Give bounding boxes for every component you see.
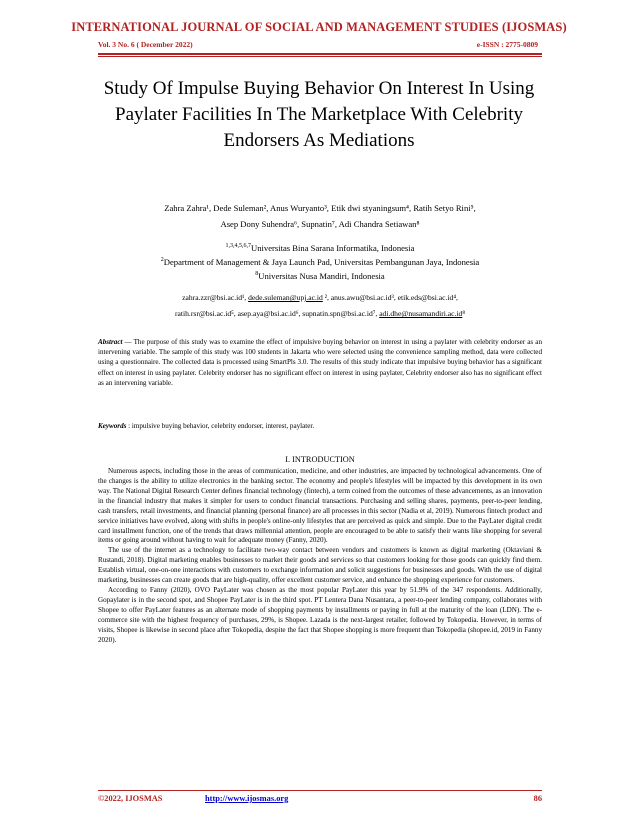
affiliation-2-text: Department of Management & Jaya Launch Pad, Universitas Pembangunan Jaya, Indonesia <box>163 256 480 267</box>
affiliations <box>98 240 542 282</box>
affiliation-2-marker: 2 <box>160 256 164 263</box>
affiliation-3 <box>98 268 542 282</box>
volume-info: Vol. 3 No. 6 ( December 2022) <box>98 40 193 49</box>
keywords-label: Keywords <box>98 422 127 430</box>
email-3: ², anus.awu@bsi.ac.id³, etik.eds@bsi.ac.id⁴, <box>322 293 458 302</box>
issn-info: e-ISSN : 2775-0809 <box>476 40 538 49</box>
header-rule <box>98 53 542 55</box>
abstract-text: — The purpose of this study was to examine the effect of impulsive buying behavior on interest in using a paylater with celebrity endorser as an intervening variable. The sample of this study was 100 students in Jakarta who were selected using the convenience sampling method, data were collected using a questionnaire. The collected data is processed using SmartPls 3.0. The results of this study indicate that impulsive buying behavior has a significant effect on interest in using paylater. Celebrity endorser has no significant effect on interest in using paylater, Celebrity endorser also has no significant effect as an intervening variable. <box>98 338 542 387</box>
journal-title: INTERNATIONAL JOURNAL OF SOCIAL AND MANAGEMENT STUDIES (IJOSMAS) <box>71 20 567 34</box>
author-line-2: Asep Dony Suhendra⁶, Supnatin⁷, Adi Chandra Setiawan⁸ <box>220 219 420 229</box>
affiliation-2 <box>98 254 542 268</box>
email-4: ratih.rsr@bsi.ac.id⁵, asep.aya@bsi.ac.id⁶, supnatin.spn@bsi.ac.id⁷, <box>175 309 380 318</box>
body-text <box>98 467 542 646</box>
affiliation-1 <box>98 240 542 254</box>
email-link-8[interactable]: adi.dhe@nusamandiri.ac.id <box>379 309 463 318</box>
keywords <box>98 421 542 431</box>
footer-copyright: ©2022, IJOSMAS <box>98 794 163 803</box>
email-line-1 <box>98 290 542 306</box>
email-line-2 <box>98 306 542 322</box>
section-heading: I. INTRODUCTION <box>285 455 355 464</box>
abstract-label: Abstract <box>98 338 123 346</box>
paper-title: Study Of Impulse Buying Behavior On Interest In Using Paylater Facilities In The Marketplace With Celebrity Endorsers As Mediations <box>103 78 535 151</box>
affiliation-1-marker: 1,3,4,5,6,7 <box>225 243 251 249</box>
body-paragraph: The use of the internet as a technology to facilitate two-way contact between vendors and customers is known as digital marketing (Oktaviani & Rustandi, 2018). Digital marketing enables businesses to market their goods and services so that customers looking for those goods can quickly find them. Establish virtual, one-on-one interactions with customers to exchange information and solicit suggestions for businesses and goods. With the use of digital marketing, businesses can create goods that are high-quality, offer excellent customer service, and enhance the shopping experience for customers. <box>98 546 542 585</box>
footer-rule <box>98 790 542 791</box>
email-link-2[interactable]: dede.suleman@upj.ac.id <box>248 293 323 302</box>
abstract <box>98 337 542 388</box>
keywords-text: : impulsive buying behavior, celebrity endorser, interest, paylater. <box>126 422 315 430</box>
affiliation-3-text: Universitas Nusa Mandiri, Indonesia <box>258 270 385 281</box>
email-list <box>98 290 542 322</box>
page-number: 86 <box>533 794 542 803</box>
affiliation-1-text: Universitas Bina Sarana Informatika, Indonesia <box>251 242 415 253</box>
footer-url-link[interactable]: http://www.ijosmas.org <box>205 794 289 803</box>
affiliation-3-marker: 8 <box>255 270 259 277</box>
author-line-1: Zahra Zahra¹, Dede Suleman², Anus Wuryanto³, Etik dwi styaningsum⁴, Ratih Setyo Rini⁵, <box>164 203 476 213</box>
email-1: zahra.zzr@bsi.ac.id¹, <box>182 293 249 302</box>
body-paragraph: According to Fanny (2020), OVO PayLater was chosen as the most popular PayLater this year by 51.9% of the 347 respondents. Additionally, Gopaylater is in the second spot, and Shopee PayLater is in the third spot. PT Lentera Dana Nusantara, a peer-to-peer lending company, collaborates with Shopee to offer PayLater features as an alternate mode of shopping payments by installments or paying in full at the maturity of the loan (LDN). The e-commerce site with the highest frequency of purchases, 29%, is Shopee. Lazada is the next-largest retailer, followed by Tokopedia. However, in terms of visits, Shopee is likewise in second place after Tokopedia, despite the fact that Shopee shopping is more frequent than Tokopedia (shopee.id, 2019 in Fanny 2020). <box>98 586 542 644</box>
email-8-marker: ⁸ <box>462 309 465 318</box>
body-paragraph: Numerous aspects, including those in the areas of communication, medicine, and other industries, are impacted by technological advancements. One of the changes is the ability to utilize electronics in the banking sector. The economy and people's lifestyles will be impacted by this development in its own way. The National Digital Research Center defines financial technology (fintech), a term coined from the outcomes of these advancements, as an innovation in the financial industry that makes it simpler for users to conduct financial transactions. Purchasing and selling shares, payments, peer-to-peer lending, cash transfers, retail investments, and financial planning (personal finance) are all processes in this sector (Nadia et al, 2019). Numerous fintech product and service initiatives have evolved, along with shifts in people's online-only lifestyles that are perceived as quick and simple. Due to the PayLater digital credit card installment function, one of the trends that draws millennial attention, people are encouraged to be able to satisfy their wants like shopping for several items or going around without having to wait for adequate money (Fanny, 2020). <box>98 467 542 545</box>
header-rule-thin <box>98 56 542 57</box>
author-list <box>98 200 542 232</box>
